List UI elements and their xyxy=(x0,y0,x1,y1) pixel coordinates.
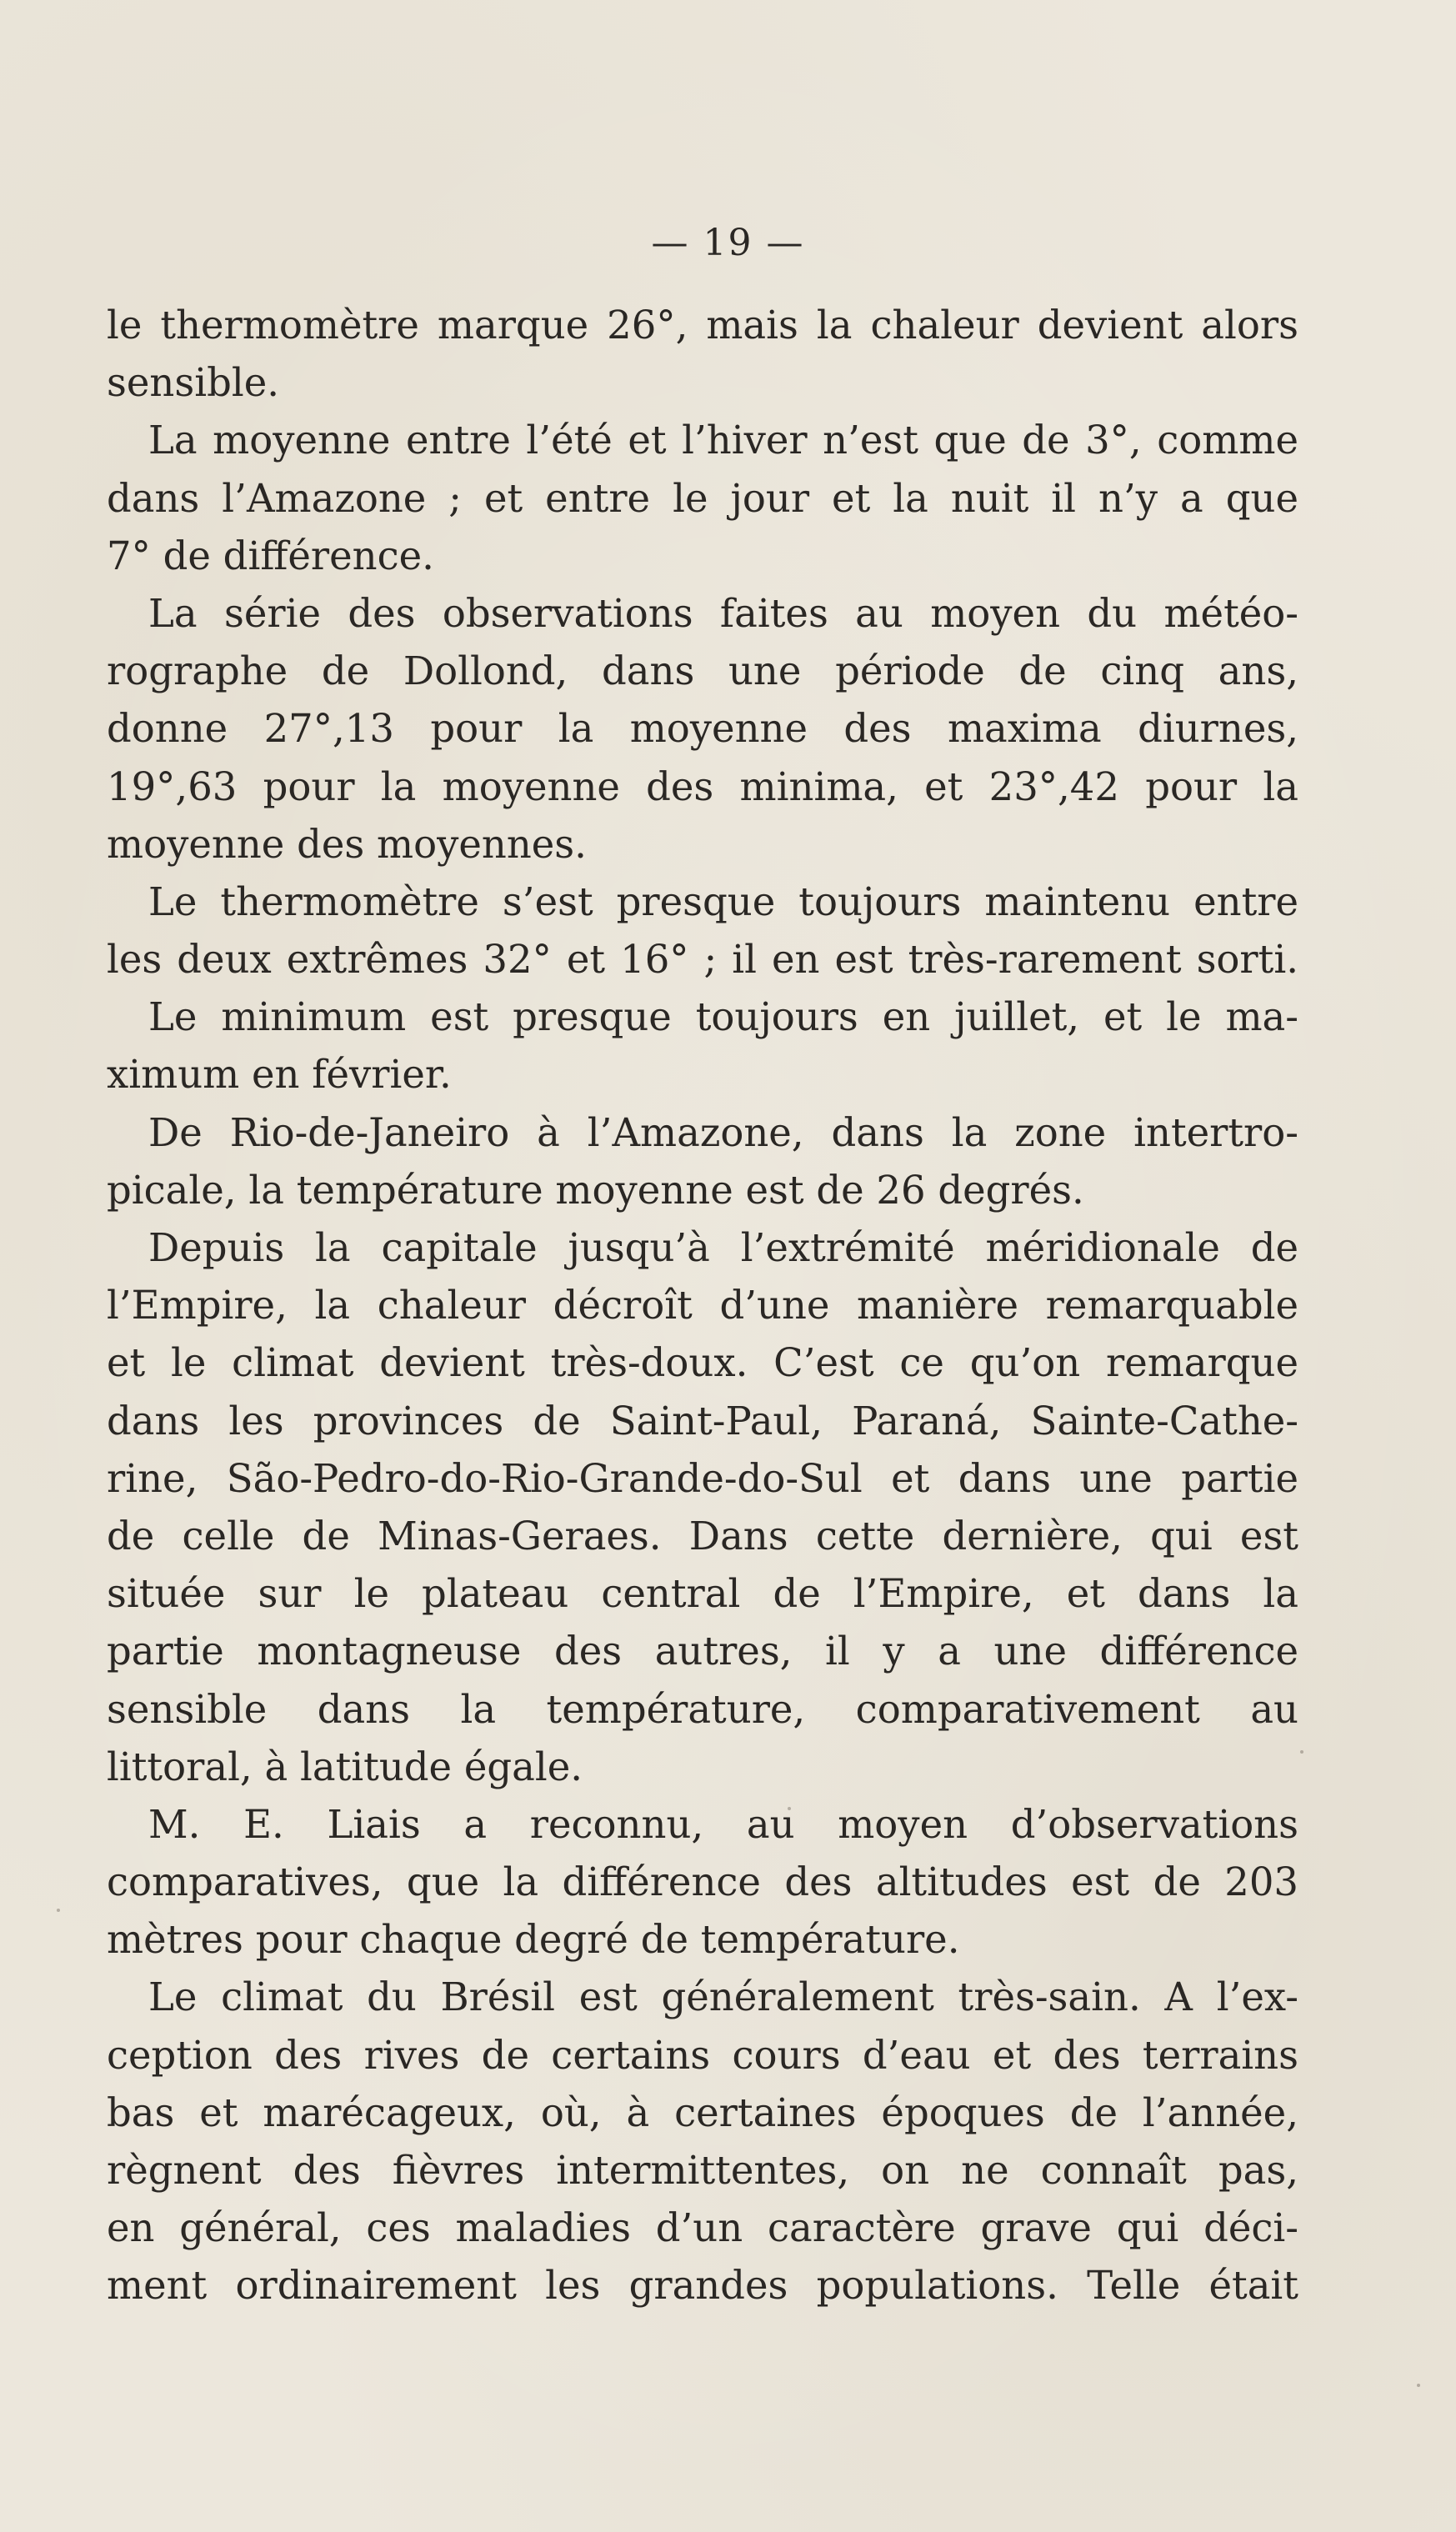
text-line: ximum en février. xyxy=(107,1052,452,1098)
text-line: de celle de Minas-Geraes. Dans cette dernière, qui est xyxy=(107,1513,1298,1559)
text-line: ception des rives de certains cours d’eau et des terrains xyxy=(107,2032,1298,2078)
text-line: De Rio-de-Janeiro à l’Amazone, dans la zone intertro- xyxy=(148,1109,1298,1155)
text-line: bas et marécageux, où, à certaines époques de l’année, xyxy=(107,2089,1298,2135)
text-line: et le climat devient très-doux. C’est ce qu’on remarque xyxy=(107,1340,1298,1386)
text-line: 19°,63 pour la moyenne des minima, et 23°,42 pour la xyxy=(107,763,1298,809)
text-line: partie montagneuse des autres, il y a une différence xyxy=(107,1629,1298,1674)
text-line: moyenne des moyennes. xyxy=(107,821,587,867)
paper-speck xyxy=(788,1807,791,1810)
text-line: les deux extrêmes 32° et 16° ; il en est très-rarement sorti. xyxy=(107,937,1298,983)
text-line: M. E. Liais a reconnu, au moyen d’observations xyxy=(148,1801,1298,1847)
text-line: littoral, à latitude égale. xyxy=(107,1744,583,1789)
paper-speck xyxy=(1300,1750,1303,1754)
text-line: rine, São-Pedro-do-Rio-Grande-do-Sul et dans une partie xyxy=(107,1455,1298,1501)
text-line: ment ordinairement les grandes populations. Telle était xyxy=(107,2263,1298,2309)
paper-speck xyxy=(1417,2384,1420,2387)
text-line: en général, ces maladies d’un caractère grave qui déci- xyxy=(107,2205,1298,2251)
text-line: comparatives, que la différence des altitudes est de 203 xyxy=(107,1859,1298,1905)
text-line: sensible. xyxy=(107,360,280,406)
text-line: Le thermomètre s’est presque toujours maintenu entre xyxy=(148,878,1298,924)
page-number: — 19 — xyxy=(651,222,805,264)
text-line: Depuis la capitale jusqu’à l’extrémité méridionale de xyxy=(148,1225,1298,1270)
text-line: La série des observations faites au moyen du météo- xyxy=(148,590,1298,636)
text-line: Le climat du Brésil est généralement très-sain. A l’ex- xyxy=(148,1974,1298,2020)
text-line: l’Empire, la chaleur décroît d’une manière remarquable xyxy=(107,1283,1298,1329)
text-line: sensible dans la température, comparativement au xyxy=(107,1686,1298,1732)
text-line: donne 27°,13 pour la moyenne des maxima diurnes, xyxy=(107,706,1298,752)
text-line: rographe de Dollond, dans une période de cinq ans, xyxy=(107,648,1298,694)
text-line: Le minimum est presque toujours en juillet, et le ma- xyxy=(148,994,1298,1040)
text-line: picale, la température moyenne est de 26 degrés. xyxy=(107,1167,1084,1213)
body-text xyxy=(107,297,1298,2315)
text-line: mètres pour chaque degré de température. xyxy=(107,1917,960,1963)
text-line: dans l’Amazone ; et entre le jour et la nuit il n’y a que xyxy=(107,475,1298,521)
text-line: située sur le plateau central de l’Empire, et dans la xyxy=(107,1571,1298,1617)
paper-speck xyxy=(57,1909,60,1912)
text-line: 7° de différence. xyxy=(107,533,434,578)
text-line: La moyenne entre l’été et l’hiver n’est que de 3°, comme xyxy=(148,418,1298,463)
text-line: le thermomètre marque 26°, mais la chaleur devient alors xyxy=(107,303,1298,348)
text-line: règnent des fièvres intermittentes, on ne connaît pas, xyxy=(107,2148,1298,2193)
text-line: dans les provinces de Saint-Paul, Paraná, Sainte-Cathe- xyxy=(107,1398,1298,1444)
